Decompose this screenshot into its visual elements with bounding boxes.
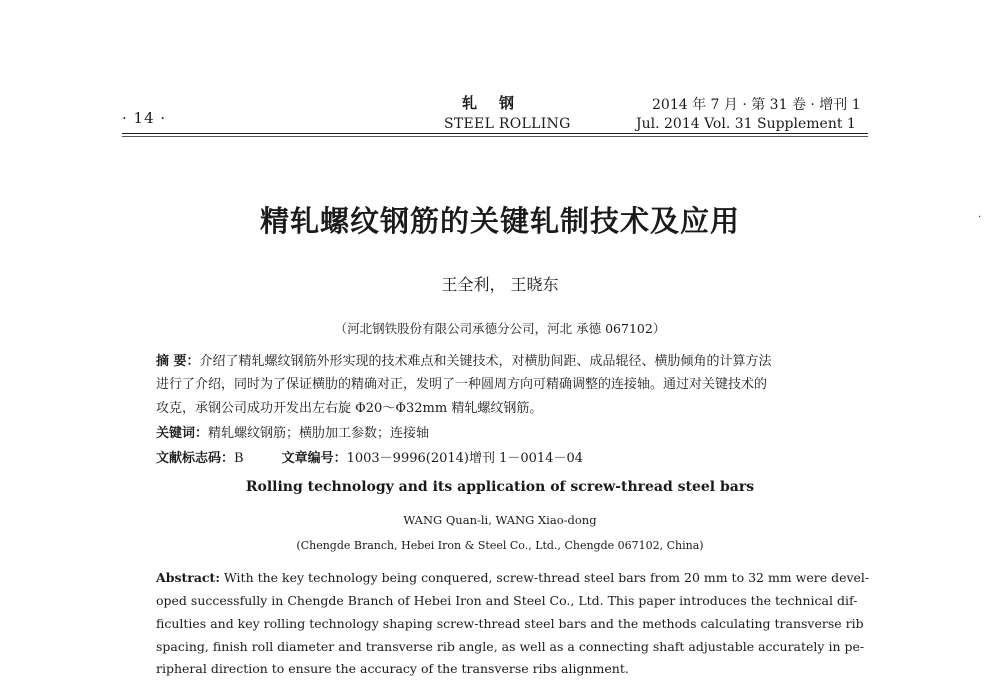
abstract-cn-text: 介绍了精轧螺纹钢筋外形实现的技术难点和关键技术，对横肋间距、成品辊径、横肋倾角的计算方法 bbox=[199, 354, 772, 369]
journal-name-en: STEEL ROLLING bbox=[444, 116, 571, 132]
article-number-label: 文章编号： bbox=[281, 451, 347, 466]
issue-info-cn: 2014 年 7 月 · 第 31 卷 · 增刊 1 bbox=[652, 97, 861, 113]
abstract-en-line: spacing, finish roll diameter and transverse rib angle, as well as a connecting shaft adjustable accurately in pe- bbox=[156, 639, 865, 654]
header-rule bbox=[122, 133, 868, 134]
page-number: · 14 · bbox=[122, 109, 167, 127]
affiliation-en: (Chengde Branch, Hebei Iron & Steel Co., Ltd., Chengde 067102, China) bbox=[296, 539, 704, 552]
affiliation-cn: （河北钢铁股份有限公司承德分公司，河北 承德 067102） bbox=[334, 321, 666, 336]
journal-name-cn: 轧钢 bbox=[462, 94, 537, 112]
margin-dot: · bbox=[978, 212, 982, 223]
doc-code-label: 文献标志码： bbox=[156, 451, 235, 466]
keywords-cn-label: 关键词： bbox=[156, 426, 209, 441]
abstract-en-line bbox=[156, 569, 870, 587]
paper-title-en: Rolling technology and its application of screw-thread steel bars bbox=[245, 479, 755, 495]
doc-code-value: B bbox=[234, 451, 244, 466]
issue-info-en: Jul. 2014 Vol. 31 Supplement 1 bbox=[636, 116, 856, 132]
article-number-value: 1003－9996(2014)增刊 1－0014－04 bbox=[346, 451, 584, 466]
abstract-cn-line bbox=[156, 353, 862, 371]
abstract-cn-label: 摘 要： bbox=[156, 354, 200, 369]
abstract-en-line: ficulties and key rolling technology shaping screw-thread steel bars and the methods calculating transverse rib bbox=[156, 616, 864, 631]
document-codes-cn bbox=[156, 450, 862, 468]
authors-en: WANG Quan-li, WANG Xiao-dong bbox=[403, 513, 597, 527]
keywords-cn bbox=[156, 425, 862, 443]
abstract-en-label: Abstract: bbox=[156, 570, 220, 585]
authors-cn: 王全利， 王晓东 bbox=[441, 275, 559, 294]
abstract-en-line: oped successfully in Chengde Branch of Hebei Iron and Steel Co., Ltd. This paper introduces the technical dif- bbox=[156, 593, 858, 608]
header-rule-thin bbox=[122, 136, 868, 137]
abstract-en-line: ripheral direction to ensure the accuracy of the transverse ribs alignment. bbox=[156, 661, 629, 676]
abstract-en-text: With the key technology being conquered, screw-thread steel bars from 20 mm to 32 mm were devel- bbox=[223, 570, 870, 585]
abstract-cn-line: 攻克，承钢公司成功开发出左右旋 Φ20～Φ32mm 精轧螺纹钢筋。 bbox=[156, 401, 543, 416]
abstract-cn-line: 进行了介绍，同时为了保证横肋的精确对正，发明了一种圆周方向可精确调整的连接轴。通过对关键技术的 bbox=[156, 377, 768, 392]
keywords-cn-text: 精轧螺纹钢筋；横肋加工参数；连接轴 bbox=[208, 426, 430, 441]
paper-title-cn: 精轧螺纹钢筋的关键轧制技术及应用 bbox=[259, 204, 740, 238]
